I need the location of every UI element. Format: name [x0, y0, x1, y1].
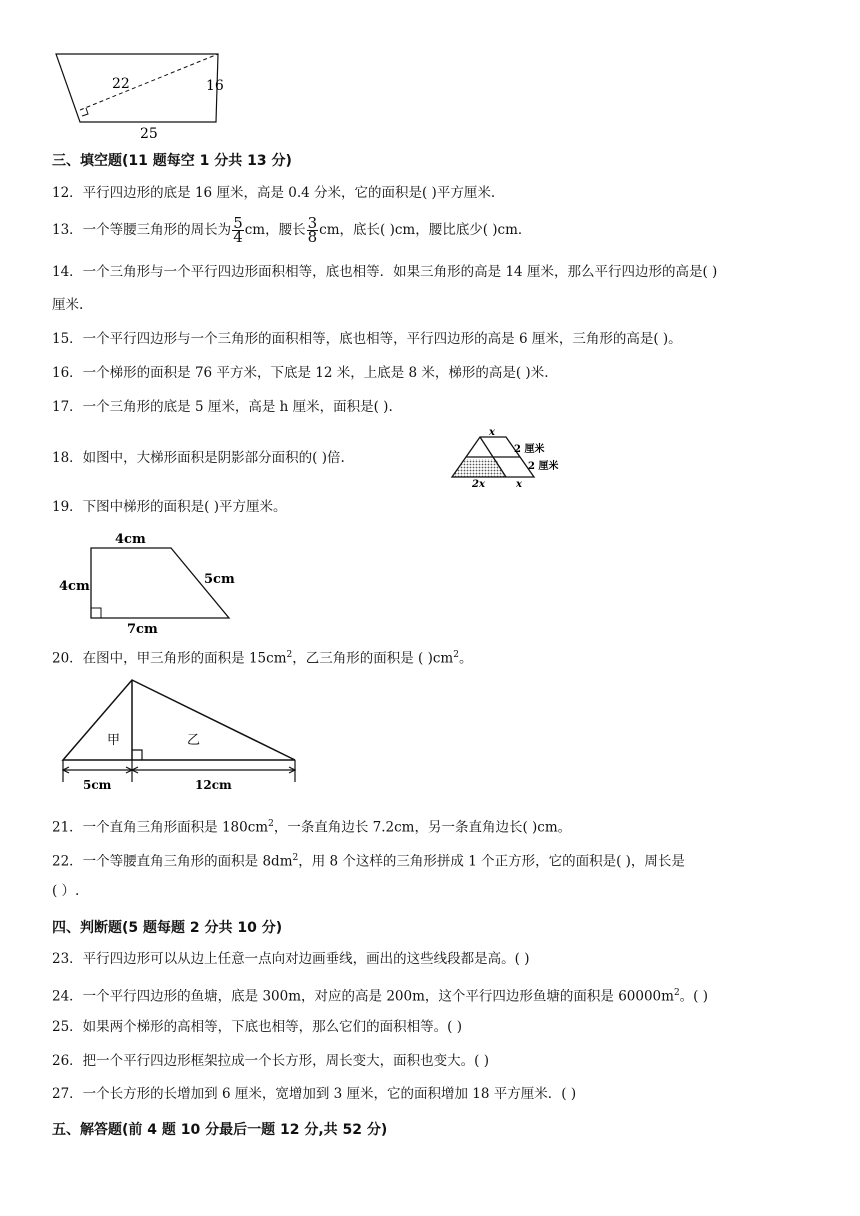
fig18-bottom-right-label: x — [516, 479, 522, 489]
question-20: 20．在图中，甲三角形的面积是 $15cm^2$，乙三角形的面积是 ( )$cm^2$。 — [52, 650, 473, 667]
fig20-right-length-label: 12cm — [195, 778, 232, 792]
triangle-yi-label: 乙 — [187, 733, 201, 748]
section-5-title: 五、解答题(前 4 题 10 分最后一题 12 分,共 52 分) — [52, 1122, 388, 1138]
question-13: 13．一个等腰三角形的周长为 $\frac{5}{4}$ cm，腰长 $\frac{3}{8}$ cm，底长( )cm，腰比底少( )cm． — [52, 214, 532, 246]
section-3-title: 三、填空题(11 题每空 1 分共 13 分) — [52, 153, 292, 169]
fig19-top-label: 4cm — [115, 532, 146, 547]
section-4-title: 四、判断题(5 题每题 2 分共 10 分) — [52, 920, 283, 936]
question-14-line-1: 14．一个三角形与一个平行四边形面积相等，底也相等．如果三角形的高是 14 厘米，那么平行四边形的高是( ) — [52, 264, 718, 280]
triangle-jia-label: 甲 — [107, 733, 121, 748]
parallelogram-side-label: 16 — [206, 78, 224, 94]
parallelogram-figure — [50, 48, 240, 143]
trapezoid-shaded-figure — [448, 427, 563, 489]
question-18: 18．如图中，大梯形面积是阴影部分面积的( )倍. — [52, 450, 345, 466]
question-21: 21．一个直角三角形面积是 $180cm^2$，一条直角边长 7.2cm，另一条直角边长( )cm。 — [52, 819, 572, 836]
parallelogram-diagonal-label: 22 — [112, 76, 130, 92]
fig19-left-label: 4cm — [59, 579, 90, 594]
question-12: 12．平行四边形的底是 16 厘米，高是 0.4 分米，它的面积是( )平方厘米. — [52, 185, 496, 201]
question-16: 16．一个梯形的面积是 76 平方米，下底是 12 米，上底是 8 米，梯形的高是( )米. — [52, 365, 549, 381]
question-15: 15．一个平行四边形与一个三角形的面积相等，底也相等，平行四边形的高是 6 厘米，三角形的高是( )。 — [52, 331, 682, 347]
fig18-bottom-left-label: 2x — [472, 479, 485, 489]
question-14-line-2: 厘米. — [52, 297, 84, 313]
triangle-altitude-figure — [55, 672, 305, 797]
question-22-line-1: 22．一个等腰直角三角形的面积是 $8dm^2$，用 8 个这样的三角形拼成 1 个正方形，它的面积是( )，周长是 — [52, 853, 685, 870]
fraction-5-4: $\frac{5}{4}$ — [233, 214, 243, 246]
question-24: 24．一个平行四边形的鱼塘，底是 300m，对应的高是 200m，这个平行四边形鱼塘的面积是 $60000m^2$。( ) — [52, 988, 708, 1005]
fig19-bottom-label: 7cm — [127, 622, 158, 637]
fig20-left-length-label: 5cm — [83, 778, 112, 792]
question-19: 19．下图中梯形的面积是( )平方厘米。 — [52, 499, 287, 515]
question-26: 26．把一个平行四边形框架拉成一个长方形，周长变大，面积也变大。( ) — [52, 1053, 490, 1069]
fig18-height2-label: 2 厘米 — [528, 461, 559, 472]
question-25: 25．如果两个梯形的高相等，下底也相等，那么它们的面积相等。( ) — [52, 1019, 463, 1035]
question-22-line-2: ( ）. — [52, 883, 80, 899]
question-27: 27．一个长方形的长增加到 6 厘米，宽增加到 3 厘米，它的面积增加 18 平方厘米．( ) — [52, 1086, 577, 1102]
fraction-3-8: $\frac{3}{8}$ — [307, 214, 318, 246]
fig18-top-label: x — [489, 427, 495, 438]
parallelogram-base-label: 25 — [140, 126, 158, 142]
question-17: 17．一个三角形的底是 5 厘米，高是 h 厘米，面积是( ). — [52, 399, 393, 415]
fig18-height1-label: 2 厘米 — [514, 444, 545, 455]
question-23: 23．平行四边形可以从边上任意一点向对边画垂线，画出的这些线段都是高。( ) — [52, 951, 530, 967]
right-trapezoid-figure — [55, 528, 245, 638]
fig19-right-label: 5cm — [204, 572, 235, 587]
